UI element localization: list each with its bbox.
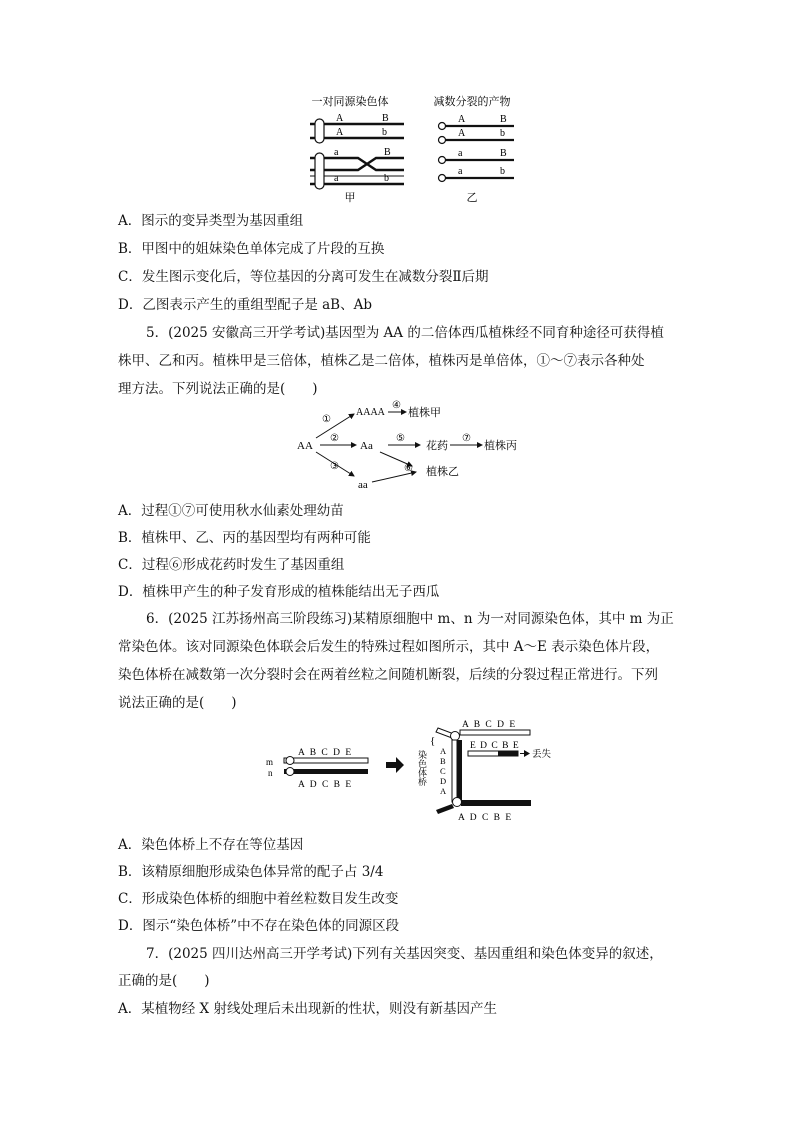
svg-text:②: ② — [330, 433, 339, 444]
svg-text:Aa: Aa — [360, 440, 373, 452]
centromere — [315, 119, 324, 143]
q6-option-a: A．染色体桥上不存在等位基因 — [118, 837, 304, 853]
svg-text:A B C D E: A B C D E — [298, 748, 353, 758]
q6-option-b: B．该精原细胞形成染色体异常的配子占 3/4 — [118, 864, 384, 880]
svg-text:D: D — [440, 776, 447, 786]
centromere — [315, 153, 324, 189]
svg-text:a: a — [334, 173, 339, 184]
q4-option-a: A．图示的变异类型为基因重组 — [118, 213, 304, 229]
q5-option-a: A．过程①⑦可使用秋水仙素处理幼苗 — [118, 503, 344, 519]
svg-text:AAAA: AAAA — [356, 407, 385, 418]
svg-text:b: b — [384, 173, 389, 184]
svg-text:A D C B E: A D C B E — [298, 780, 353, 790]
svg-text:b: b — [500, 128, 505, 139]
svg-text:A: A — [336, 127, 344, 138]
svg-text:⑥: ⑥ — [404, 463, 413, 474]
arrow-icon — [386, 757, 404, 773]
q4-option-c: C．发生图示变化后，等位基因的分离可发生在减数分裂Ⅱ后期 — [118, 269, 489, 285]
svg-text:A: A — [440, 746, 447, 756]
q7-stem-line1: 7．(2025 四川达州高三开学考试)下列有关基因突变、基因重组和染色体变异的叙述， — [146, 946, 663, 962]
svg-text:b: b — [382, 127, 387, 138]
fig1-label-right: 减数分裂的产物 — [433, 96, 511, 108]
svg-text:花药: 花药 — [426, 440, 448, 452]
svg-text:植株乙: 植株乙 — [426, 466, 459, 478]
svg-text:A D C B E: A D C B E — [458, 813, 513, 823]
q5-option-c: C．过程⑥形成花药时发生了基因重组 — [118, 557, 345, 573]
q6-option-d: D．图示“染色体桥”中不存在染色体的同源区段 — [118, 918, 400, 934]
q7-option-a: A．某植物经 X 射线处理后未出现新的性状，则没有新基因产生 — [118, 1001, 497, 1017]
q4-option-b: B．甲图中的姐妹染色单体完成了片段的互换 — [118, 241, 385, 257]
chromosome-m — [284, 758, 368, 763]
q7-stem-line2: 正确的是( ) — [118, 973, 210, 989]
q5-stem-line3: 理方法。下列说法正确的是( ) — [118, 381, 318, 397]
svg-text:n: n — [268, 768, 273, 778]
svg-text:aa: aa — [358, 479, 368, 491]
svg-text:B: B — [384, 147, 391, 158]
q4-option-d: D．乙图表示产生的重组型配子是 aB、Ab — [118, 297, 372, 313]
arrow-icon — [524, 750, 530, 757]
svg-text:{: { — [430, 735, 436, 747]
recombination-figure — [300, 92, 540, 204]
svg-text:A: A — [458, 128, 466, 139]
svg-text:B: B — [440, 756, 446, 766]
svg-text:植株丙: 植株丙 — [484, 440, 517, 452]
q5-stem-line2: 株甲、乙和丙。植株甲是三倍体，植株乙是二倍体，植株丙是单倍体，①～⑦表示各种处 — [118, 353, 645, 369]
bridge-label: 染色体桥 — [417, 750, 427, 786]
q6-stem-line1: 6．(2025 江苏扬州高三阶段练习)某精原细胞中 m、n 为一对同源染色体，其中 m 为正 — [146, 611, 674, 627]
svg-text:a: a — [458, 148, 463, 159]
svg-text:⑦: ⑦ — [462, 433, 471, 444]
svg-text:B: B — [500, 148, 507, 159]
q6-stem-line3: 染色体桥在减数第一次分裂时会在两着丝粒之间随机断裂，后续的分裂过程正常进行。下列 — [118, 667, 658, 683]
svg-text:丢失: 丢失 — [532, 750, 552, 760]
q5-option-b: B．植株甲、乙、丙的基因型均有两种可能 — [118, 530, 371, 546]
svg-text:E D C B E: E D C B E — [470, 741, 520, 751]
caption-jia: 甲 — [344, 192, 356, 204]
svg-text:①: ① — [322, 414, 331, 425]
svg-text:C: C — [440, 766, 446, 776]
svg-text:④: ④ — [392, 400, 401, 411]
q6-stem-line4: 说法正确的是( ) — [118, 695, 237, 711]
q5-stem-line1: 5．(2025 安徽高三开学考试)基因型为 AA 的二倍体西瓜植株经不同育种途径可获得植 — [146, 325, 664, 341]
svg-text:b: b — [500, 166, 505, 177]
svg-text:a: a — [458, 166, 463, 177]
svg-text:A: A — [440, 786, 447, 796]
svg-text:B: B — [382, 113, 389, 124]
chromosome-bridge-figure — [262, 714, 562, 826]
svg-text:A: A — [458, 114, 466, 125]
q5-option-d: D．植株甲产生的种子发育形成的植株能结出无子西瓜 — [118, 584, 440, 600]
chromosome-n — [284, 769, 368, 774]
svg-text:A B C D E: A B C D E — [462, 720, 517, 730]
svg-text:A: A — [336, 113, 344, 124]
chromosome-bridge — [452, 740, 457, 802]
q6-option-c: C．形成染色体桥的细胞中着丝粒数目发生改变 — [118, 891, 399, 907]
fig1-label-left: 一对同源染色体 — [311, 96, 389, 108]
svg-text:③: ③ — [330, 461, 339, 472]
svg-text:植株甲: 植株甲 — [408, 407, 441, 419]
svg-text:⑤: ⑤ — [396, 433, 405, 444]
breeding-flow-diagram — [292, 398, 532, 494]
caption-yi: 乙 — [466, 192, 478, 204]
q6-stem-line2: 常染色体。该对同源染色体联会后发生的特殊过程如图所示，其中 A～E 表示染色体片段， — [118, 639, 660, 655]
svg-text:a: a — [334, 147, 339, 158]
svg-text:m: m — [266, 757, 274, 767]
svg-text:AA: AA — [297, 440, 313, 452]
svg-text:B: B — [500, 114, 507, 125]
